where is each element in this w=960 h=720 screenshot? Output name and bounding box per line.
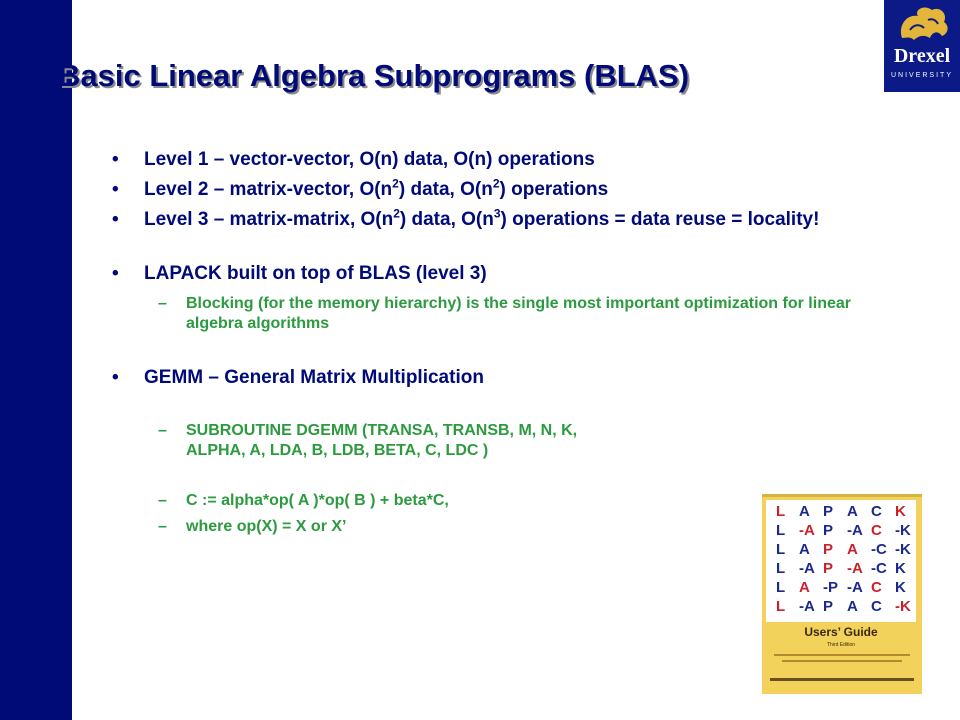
sub-bullet-formula: – C := alpha*op( A )*op( B ) + beta*C,: [158, 492, 449, 509]
book-letter: -A: [847, 560, 863, 577]
book-letter: P: [823, 541, 834, 558]
book-letter: C: [871, 503, 882, 520]
book-letter: K: [895, 560, 906, 577]
book-letter: L: [776, 503, 786, 520]
sub-bullet-blocking: – Blocking (for the memory hierarchy) is the single most important optimization for linear algebra algorithms: [158, 295, 851, 332]
page-title: Basic Linear Algebra Subprograms (BLAS): [58, 58, 690, 93]
book-letter: A: [799, 579, 810, 596]
book-letter: C: [871, 579, 882, 596]
book-letter: K: [895, 503, 906, 520]
book-letter: P: [823, 598, 834, 615]
book-letter: -C: [871, 560, 887, 577]
left-sidebar-band: [0, 0, 72, 720]
logo-name: Drexel: [893, 45, 951, 67]
drexel-logo: [884, 0, 960, 92]
book-letter: -K: [895, 598, 911, 615]
book-letter: -A: [799, 522, 815, 539]
book-letter: P: [823, 503, 834, 520]
book-letter: C: [871, 598, 882, 615]
book-edition: Third Edition: [826, 642, 856, 648]
logo-sub: UNIVERSITY: [890, 72, 954, 79]
book-letter: P: [823, 560, 834, 577]
content-body: [112, 148, 902, 537]
book-letter: A: [847, 503, 858, 520]
book-letter: L: [776, 522, 786, 539]
bullet-level3: • Level 3 – matrix-matrix, $O(n^2)$ data, $O(n^3)$ operations = data reuse = locality!: [112, 206, 820, 230]
book-letter: L: [776, 579, 786, 596]
book-letter: P: [823, 522, 834, 539]
lapack-book-cover: [752, 488, 924, 694]
book-letter: L: [776, 598, 786, 615]
bullet-level1: • Level 1 – vector-vector, O(n) data, O(n) operations: [112, 149, 595, 170]
dragon-icon: [884, 0, 960, 92]
sub-bullet-where: – where op(X) = X or X’: [158, 518, 347, 535]
book-letter: -A: [799, 598, 815, 615]
book-letter: A: [799, 503, 810, 520]
book-letter: A: [847, 598, 858, 615]
book-letter: -K: [895, 522, 911, 539]
bullet-level2: • Level 2 – matrix-vector, $O(n^2)$ data, $O(n^2)$ operations: [112, 176, 609, 200]
book-letter: -C: [871, 541, 887, 558]
book-letter: C: [871, 522, 882, 539]
book-title: Users’ Guide: [804, 625, 878, 639]
bullet-lapack: • LAPACK built on top of BLAS (level 3): [112, 263, 487, 284]
book-letter: -K: [895, 541, 911, 558]
book-letter: K: [895, 579, 906, 596]
book-letter: A: [799, 541, 810, 558]
book-letter: L: [776, 541, 786, 558]
book-letter: -A: [799, 560, 815, 577]
book-letter: -P: [823, 579, 838, 596]
book-letter: -A: [847, 579, 863, 596]
book-letter: L: [776, 560, 786, 577]
bullet-gemm: • GEMM – General Matrix Multiplication: [112, 367, 484, 388]
book-letter: -A: [847, 522, 863, 539]
book-letter: A: [847, 541, 858, 558]
sub-bullet-subroutine: – SUBROUTINE DGEMM (TRANSA, TRANSB, M, N, K, ALPHA, A, LDA, B, LDB, BETA, C, LDC ): [158, 422, 578, 459]
